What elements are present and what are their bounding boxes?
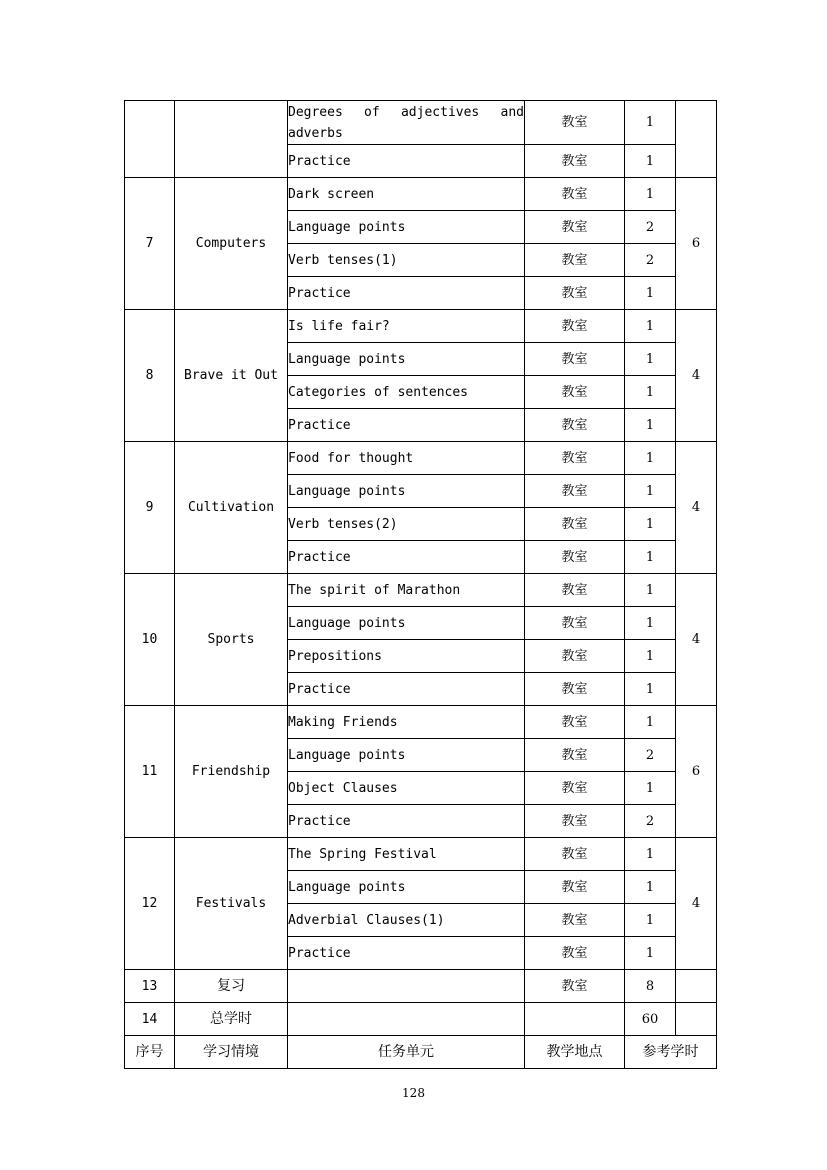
- task-name: Language points: [288, 211, 525, 244]
- header-hours: 参考学时: [625, 1036, 717, 1069]
- review-row: [125, 970, 717, 1003]
- review-total: [676, 970, 717, 1003]
- task-location: 教室: [525, 739, 625, 772]
- task-location: 教室: [525, 145, 625, 178]
- task-name: Language points: [288, 739, 525, 772]
- total-location: [525, 1003, 625, 1036]
- unit-title-cell: [175, 101, 288, 178]
- review-title: 复习: [175, 970, 288, 1003]
- task-name: Practice: [288, 541, 525, 574]
- task-name: Language points: [288, 475, 525, 508]
- task-location: 教室: [525, 772, 625, 805]
- unit-total-hours: 6: [676, 706, 717, 838]
- review-task: [288, 970, 525, 1003]
- task-location: 教室: [525, 937, 625, 970]
- task-location: 教室: [525, 871, 625, 904]
- task-location: 教室: [525, 178, 625, 211]
- task-location: 教室: [525, 508, 625, 541]
- unit-title: Friendship: [175, 706, 288, 838]
- task-location: 教室: [525, 706, 625, 739]
- task-name: Verb tenses(2): [288, 508, 525, 541]
- table-row: [125, 706, 717, 739]
- unit-number: 11: [125, 706, 175, 838]
- task-hours: 1: [625, 574, 676, 607]
- header-context: 学习情境: [175, 1036, 288, 1069]
- table-row: [125, 442, 717, 475]
- task-name: Language points: [288, 871, 525, 904]
- unit-number: 9: [125, 442, 175, 574]
- task-name: Making Friends: [288, 706, 525, 739]
- task-location: 教室: [525, 673, 625, 706]
- total-hours: 60: [625, 1003, 676, 1036]
- unit-total-hours: 4: [676, 838, 717, 970]
- header-seq: 序号: [125, 1036, 175, 1069]
- task-name: Object Clauses: [288, 772, 525, 805]
- task-location: 教室: [525, 376, 625, 409]
- task-name: Degrees of adjectives and adverbs: [288, 101, 525, 145]
- table-row: [125, 838, 717, 871]
- table-row: [125, 310, 717, 343]
- unit-number: 12: [125, 838, 175, 970]
- task-hours: 1: [625, 101, 676, 145]
- task-hours: 1: [625, 475, 676, 508]
- task-hours: 1: [625, 178, 676, 211]
- task-hours: 2: [625, 739, 676, 772]
- unit-total-hours: 6: [676, 178, 717, 310]
- unit-title: Brave it Out: [175, 310, 288, 442]
- task-location: 教室: [525, 838, 625, 871]
- task-hours: 1: [625, 871, 676, 904]
- table-row: [125, 574, 717, 607]
- task-location: 教室: [525, 442, 625, 475]
- unit-title: Festivals: [175, 838, 288, 970]
- task-name: Practice: [288, 277, 525, 310]
- task-name: Categories of sentences: [288, 376, 525, 409]
- task-location: 教室: [525, 211, 625, 244]
- task-name: Practice: [288, 673, 525, 706]
- header-task: 任务单元: [288, 1036, 525, 1069]
- task-hours: 1: [625, 376, 676, 409]
- task-name: Practice: [288, 145, 525, 178]
- task-location: 教室: [525, 475, 625, 508]
- task-location: 教室: [525, 904, 625, 937]
- task-name: Verb tenses(1): [288, 244, 525, 277]
- task-location: 教室: [525, 640, 625, 673]
- unit-total-hours: [676, 101, 717, 178]
- task-location: 教室: [525, 607, 625, 640]
- task-hours: 1: [625, 442, 676, 475]
- task-name: Practice: [288, 805, 525, 838]
- unit-total-hours: 4: [676, 442, 717, 574]
- unit-title: Cultivation: [175, 442, 288, 574]
- course-schedule-table: [124, 100, 717, 1069]
- unit-number: 8: [125, 310, 175, 442]
- task-location: 教室: [525, 244, 625, 277]
- total-title: 总学时: [175, 1003, 288, 1036]
- task-hours: 1: [625, 772, 676, 805]
- unit-number: 10: [125, 574, 175, 706]
- unit-total-hours: 4: [676, 310, 717, 442]
- page-number: 128: [402, 1086, 425, 1100]
- task-hours: 1: [625, 673, 676, 706]
- task-hours: 1: [625, 145, 676, 178]
- task-name: Food for thought: [288, 442, 525, 475]
- task-hours: 2: [625, 211, 676, 244]
- task-hours: 1: [625, 310, 676, 343]
- task-hours: 1: [625, 607, 676, 640]
- task-name: Practice: [288, 409, 525, 442]
- schedule-body: [125, 101, 717, 1069]
- task-hours: 1: [625, 640, 676, 673]
- task-hours: 1: [625, 508, 676, 541]
- task-location: 教室: [525, 101, 625, 145]
- task-location: 教室: [525, 310, 625, 343]
- task-hours: 1: [625, 277, 676, 310]
- task-name: Language points: [288, 343, 525, 376]
- task-hours: 2: [625, 805, 676, 838]
- task-name: Practice: [288, 937, 525, 970]
- task-hours: 1: [625, 343, 676, 376]
- task-name: Dark screen: [288, 178, 525, 211]
- task-name: Is life fair?: [288, 310, 525, 343]
- review-number: 13: [125, 970, 175, 1003]
- task-name: Prepositions: [288, 640, 525, 673]
- task-hours: 1: [625, 838, 676, 871]
- task-hours: 1: [625, 706, 676, 739]
- task-name: The Spring Festival: [288, 838, 525, 871]
- review-hours: 8: [625, 970, 676, 1003]
- unit-number-cell: [125, 101, 175, 178]
- total-task: [288, 1003, 525, 1036]
- header-row: [125, 1036, 717, 1069]
- unit-title: Computers: [175, 178, 288, 310]
- task-name: Adverbial Clauses(1): [288, 904, 525, 937]
- task-location: 教室: [525, 277, 625, 310]
- table-row: [125, 178, 717, 211]
- task-hours: 1: [625, 904, 676, 937]
- table-row: [125, 101, 717, 145]
- total-row: [125, 1003, 717, 1036]
- unit-number: 7: [125, 178, 175, 310]
- task-name: The spirit of Marathon: [288, 574, 525, 607]
- task-location: 教室: [525, 343, 625, 376]
- task-hours: 1: [625, 937, 676, 970]
- task-hours: 2: [625, 244, 676, 277]
- task-hours: 1: [625, 409, 676, 442]
- total-number: 14: [125, 1003, 175, 1036]
- task-location: 教室: [525, 541, 625, 574]
- header-location: 教学地点: [525, 1036, 625, 1069]
- unit-total-hours: 4: [676, 574, 717, 706]
- unit-title: Sports: [175, 574, 288, 706]
- review-location: 教室: [525, 970, 625, 1003]
- task-location: 教室: [525, 409, 625, 442]
- task-hours: 1: [625, 541, 676, 574]
- total-extra: [676, 1003, 717, 1036]
- task-location: 教室: [525, 574, 625, 607]
- task-location: 教室: [525, 805, 625, 838]
- task-name: Language points: [288, 607, 525, 640]
